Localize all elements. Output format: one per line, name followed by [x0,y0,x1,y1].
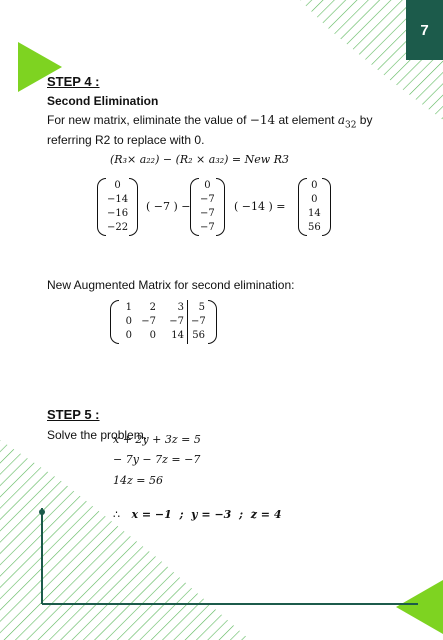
equation-1: x + 2y + 3z = 5 [113,433,201,446]
augmented-matrix-right [188,300,208,344]
solution-line [113,508,281,521]
step5-title: STEP 5 : [47,407,100,422]
multiplier-2: ( −14 ) = [234,200,286,213]
aug-cell: 2 [149,302,156,313]
step4-description [47,113,397,148]
vec1-cell: −16 [107,208,129,219]
aug-cell: 3 [177,302,184,313]
vector-r3-values [106,178,129,236]
vector-r3 [97,178,138,236]
aug-cell: −7 [191,316,206,327]
step5-description: Solve the problem. [47,428,148,442]
aug-cell: −7 [141,316,156,327]
page-number-badge: 7 [406,0,443,60]
therefore-symbol: ∴ [113,508,120,521]
vec2-cell: 0 [204,180,211,191]
vec2-cell: −7 [200,194,215,205]
desc-part-b: at element [278,113,335,127]
vec3-cell: 56 [308,222,321,233]
desc-element: a [337,113,345,127]
vec1-cell: −22 [107,222,129,233]
vec3-cell: 0 [311,180,318,191]
augmented-label: New Augmented Matrix for second elimination: [47,278,295,292]
solution-values: x = −1 ; y = −3 ; z = 4 [131,508,282,521]
corner-axis-lines [38,508,418,608]
desc-part-c: by [359,113,373,127]
aug-cell: 1 [125,302,132,313]
augmented-matrix-left [119,300,187,344]
vec1-cell: 0 [114,180,121,191]
vec1-cell: −14 [107,194,129,205]
equation-2: − 7y − 7z = −7 [113,453,201,466]
aug-cell: 56 [192,330,205,341]
aug-cell: 5 [198,302,205,313]
aug-cell: 0 [125,330,132,341]
vector-r2 [190,178,225,236]
vec3-cell: 0 [311,194,318,205]
vec2-cell: −7 [200,222,215,233]
aug-cell: 14 [171,330,184,341]
step4-title: STEP 4 : [47,74,100,89]
equation-3: 14z = 56 [113,474,163,487]
elimination-formula: (R₃× a₂₂) − (R₂ × a₃₂) = New R3 [110,153,289,166]
vec2-cell: −7 [200,208,215,219]
vector-new-r3-values [307,178,322,236]
step4-subtitle: Second Elimination [47,94,159,108]
aug-cell: −7 [169,316,184,327]
aug-cell: 0 [149,330,156,341]
desc-element-sub: 32 [344,120,357,131]
desc-value: −14 [249,113,276,127]
augmented-matrix [110,300,217,344]
vec3-cell: 14 [308,208,321,219]
desc-line2: referring R2 to replace with 0. [47,133,205,148]
desc-part-a: For new matrix, eliminate the value of [47,113,247,127]
vector-r2-values [199,178,216,236]
vector-new-r3 [298,178,331,236]
aug-cell: 0 [125,316,132,327]
multiplier-1: ( −7 ) − [146,200,191,213]
